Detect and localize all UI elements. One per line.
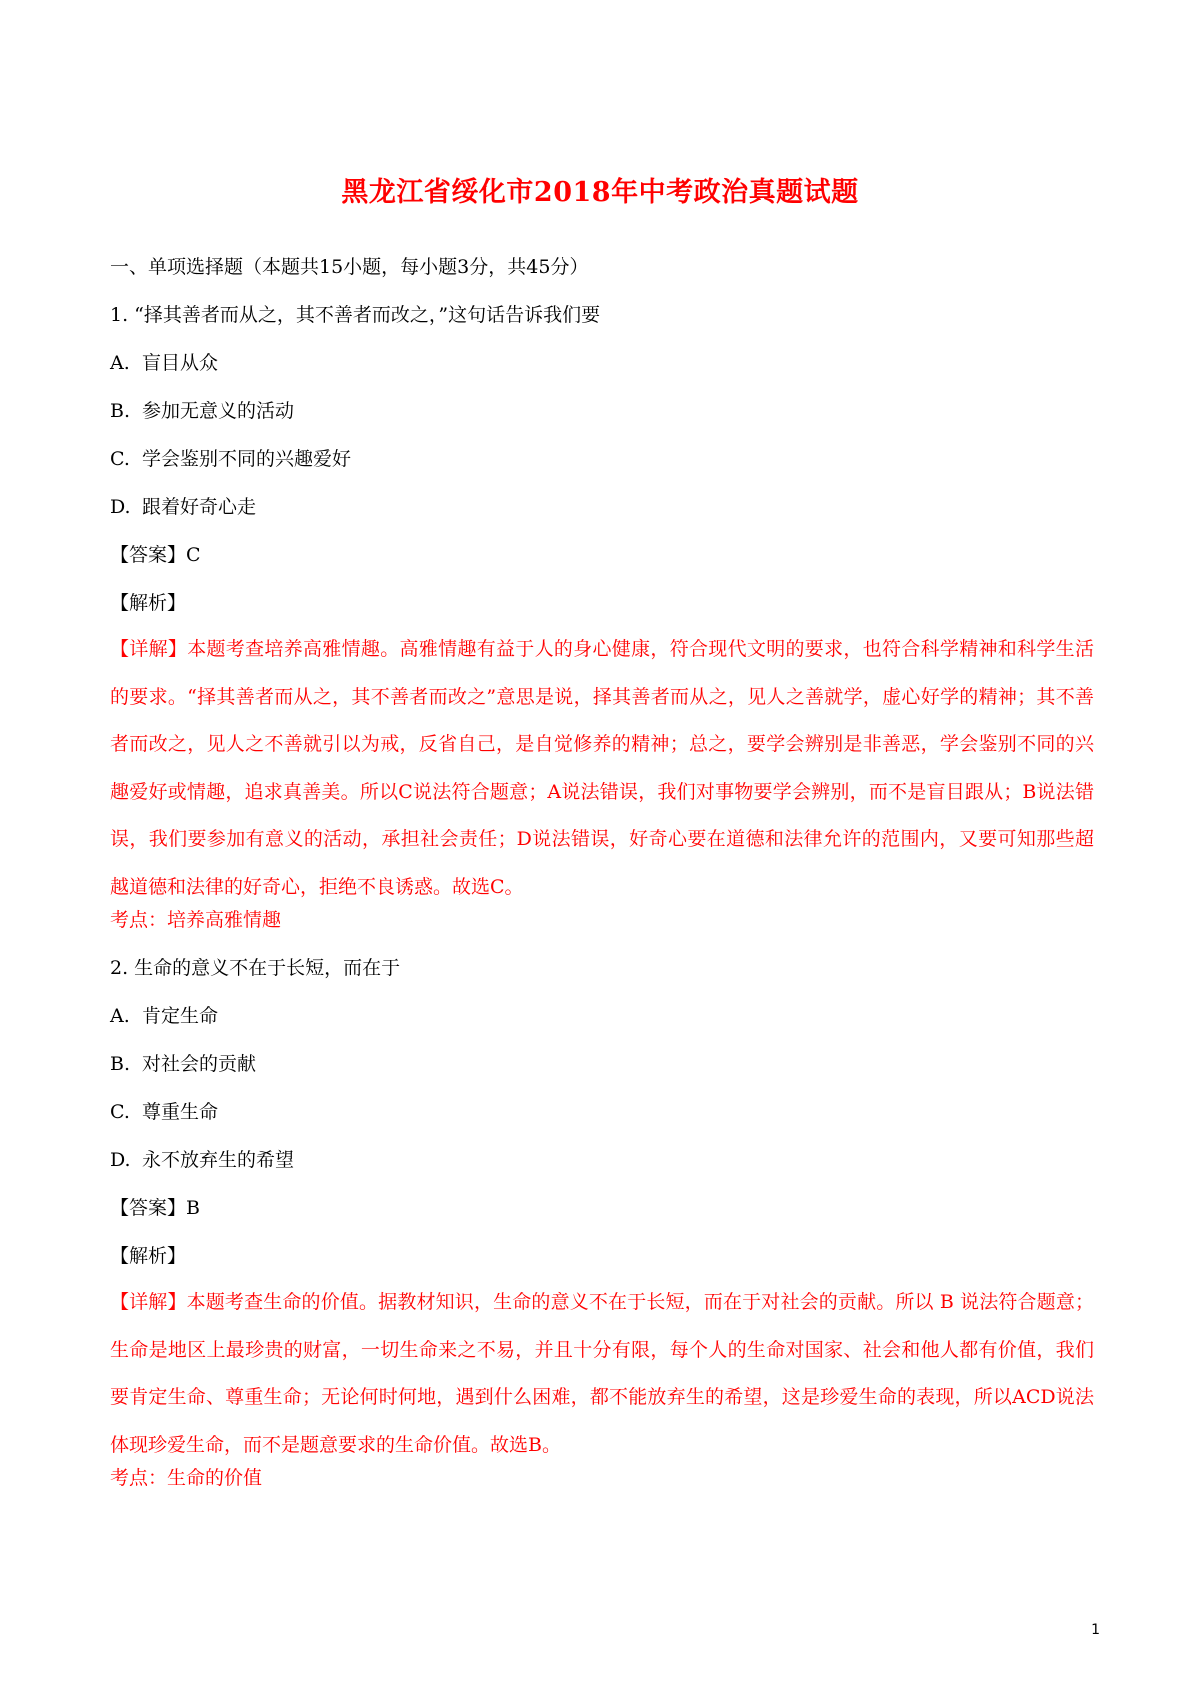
question-stem: 1. “择其善者而从之，其不善者而改之，”这句话告诉我们要 (110, 304, 601, 326)
document-title: 黑龙江省绥化市2018年中考政治真题试题 (341, 177, 859, 208)
document-body (110, 254, 1094, 1513)
option-letter: B. (110, 1053, 131, 1075)
section-heading: 一、单项选择题（本题共15小题，每小题3分，共45分） (110, 256, 589, 278)
option-d (110, 1147, 1094, 1173)
page-number: 1 (1091, 1622, 1100, 1638)
question-block (110, 302, 1094, 933)
option-c (110, 446, 1094, 472)
option-text: 学会鉴别不同的兴趣爱好 (142, 448, 352, 470)
detail-explanation: 【详解】本题考查生命的价值。据教材知识，生命的意义不在于长短，而在于对社会的贡献。所以 B 说法符合题意；生命是地区上最珍贵的财富，一切生命来之不易，并且十分有限，每个人的生命对国家、社会和他人都有价值，我们要肯定生命、尊重生命；无论何时何地，遇到什么困难，都不能放弃生的希望，这是珍爱生命的表现，所以ACD说法体现珍爱生命，而不是题意要求的生命价值。故选B。 (110, 1291, 1094, 1456)
kaodian-line: 考点：培养高雅情趣 (110, 909, 282, 931)
question-block (110, 955, 1094, 1491)
option-d (110, 494, 1094, 520)
analysis-label: 【解析】 (110, 1245, 187, 1267)
option-letter: D. (110, 1149, 131, 1171)
option-text: 盲目从众 (142, 352, 219, 374)
option-letter: A. (110, 1005, 130, 1027)
option-letter: C. (110, 448, 130, 470)
option-text: 肯定生命 (142, 1005, 219, 1027)
option-b (110, 398, 1094, 424)
answer-line: 【答案】C (110, 544, 201, 566)
option-text: 参加无意义的活动 (142, 400, 295, 422)
option-letter: A. (110, 352, 130, 374)
option-letter: B. (110, 400, 131, 422)
option-text: 永不放弃生的希望 (142, 1149, 295, 1171)
detail-explanation: 【详解】本题考查培养高雅情趣。高雅情趣有益于人的身心健康，符合现代文明的要求，也符合科学精神和科学生活的要求。“择其善者而从之，其不善者而改之”意思是说，择其善者而从之，见人之善就学，虚心好学的精神；其不善者而改之，见人之不善就引以为戒，反省自己，是自觉修养的精神；总之，要学会辨别是非善恶，学会鉴别不同的兴趣爱好或情趣，追求真善美。所以C说法符合题意；A说法错误，我们对事物要学会辨别，而不是盲目跟从；B说法错误，我们要参加有意义的活动，承担社会责任；D说法错误，好奇心要在道德和法律允许的范围内，又要可知那些超越道德和法律的好奇心，拒绝不良诱惑。故选C。 (110, 638, 1094, 898)
answer-line: 【答案】B (110, 1197, 200, 1219)
option-a (110, 1003, 1094, 1029)
option-text: 跟着好奇心走 (142, 496, 257, 518)
option-c (110, 1099, 1094, 1125)
option-text: 尊重生命 (142, 1101, 219, 1123)
kaodian-line: 考点：生命的价值 (110, 1467, 263, 1489)
analysis-label: 【解析】 (110, 592, 187, 614)
question-stem: 2. 生命的意义不在于长短，而在于 (110, 957, 401, 979)
option-letter: C. (110, 1101, 130, 1123)
option-a (110, 350, 1094, 376)
option-b (110, 1051, 1094, 1077)
option-letter: D. (110, 496, 131, 518)
option-text: 对社会的贡献 (142, 1053, 257, 1075)
